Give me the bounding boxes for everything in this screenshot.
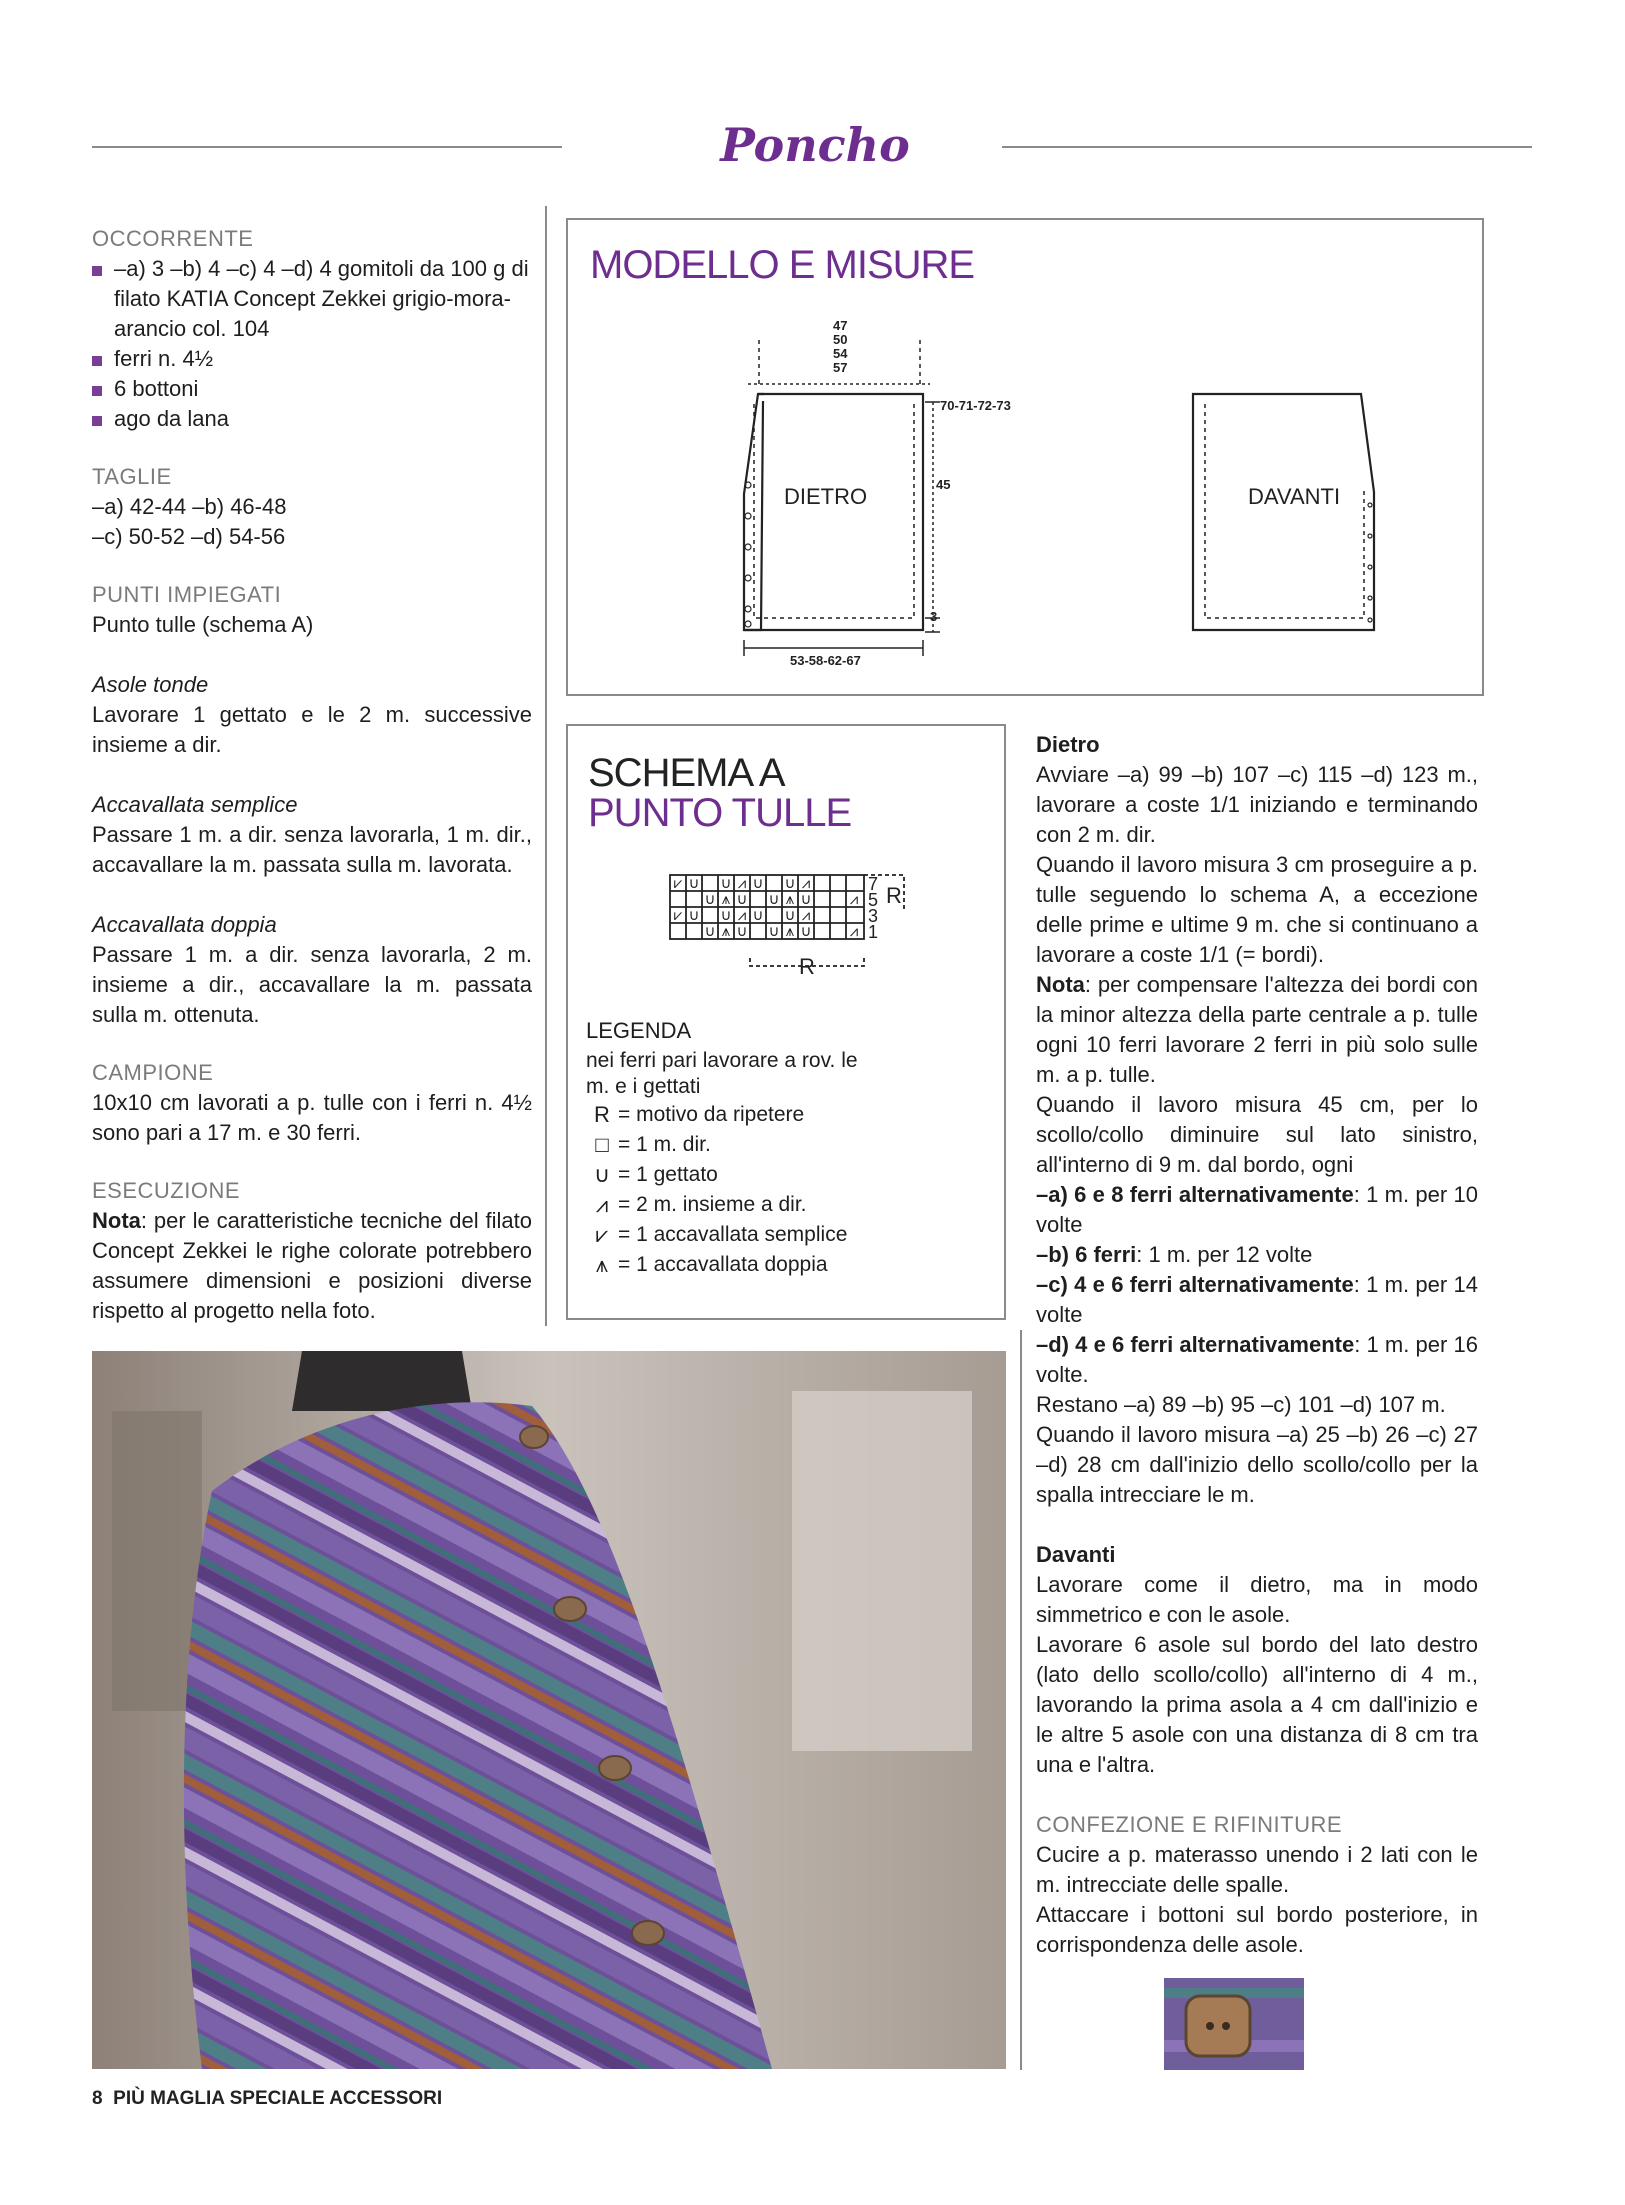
svg-text:∪: ∪ [736,922,748,940]
row-number: 7 [868,874,879,894]
accav-semplice-title: Accavallata semplice [92,792,298,817]
svg-text:∪: ∪ [768,890,780,908]
svg-text:∪: ∪ [752,906,764,924]
legenda [586,1018,986,1280]
header-rule-right [1002,146,1532,148]
svg-text:∪: ∪ [784,906,796,924]
legenda-note: nei ferri pari lavorare a rov. le m. e i gettati [586,1049,858,1098]
size-c-instructions: –c) 4 e 6 ferri alternativamente: 1 m. per 14 volte [1036,1272,1478,1327]
row-number: 1 [868,922,879,942]
button-detail-photo [1164,1978,1304,2070]
k2tog-icon: ⩘ [595,1192,609,1217]
dietro-p5: Quando il lavoro misura –a) 25 –b) 26 –c) 27 –d) 28 cm dall'inizio dello scollo/collo per la spalla intrecciare le m. [1036,1422,1478,1507]
svg-text:⩗: ⩗ [673,906,683,924]
repeat-label: R [886,883,902,908]
legend-item: R = motivo da ripetere [586,1100,986,1130]
header-rule-left [92,146,562,148]
svg-text:∪: ∪ [736,890,748,908]
confezione-heading: CONFEZIONE E RIFINITURE [1036,1812,1343,1837]
occorrente-heading: OCCORRENTE [92,226,254,251]
svg-text:⩚: ⩚ [785,922,795,940]
list-item: ago da lana [92,404,532,434]
poncho-photo [92,1351,1006,2069]
modello-title: MODELLO E MISURE [590,243,975,287]
punti-heading: PUNTI IMPIEGATI [92,582,282,607]
dietro-p4: Restano –a) 89 –b) 95 –c) 101 –d) 107 m. [1036,1392,1446,1417]
legend-item: ∪ = 1 gettato [586,1160,986,1190]
dietro-heading: Dietro [1036,732,1100,757]
dietro-label: DIETRO [784,484,868,509]
svg-text:∪: ∪ [688,874,700,892]
punti-text: Punto tulle (schema A) [92,612,314,637]
taglie-heading: TAGLIE [92,464,172,489]
list-item: 6 bottoni [92,374,532,404]
svg-text:⩚: ⩚ [785,890,795,908]
stitch-chart [664,870,924,990]
width-label: 53-58-62-67 [790,653,861,668]
legend-item: ⩗ = 1 accavallata semplice [586,1220,986,1250]
schema-title: SCHEMA A [588,751,785,795]
confezione-p2: Attaccare i bottoni sul bordo posteriore, in corrispondenza delle asole. [1036,1902,1478,1957]
svg-text:⩘: ⩘ [849,922,859,940]
row-number: 3 [868,906,879,926]
square-icon: □ [595,1132,609,1157]
dietro-p3: Quando il lavoro misura 45 cm, per lo scollo/collo diminuire sul lato sinistro, all'interno di 9 m. dal bordo, ogni [1036,1092,1478,1177]
svg-text:∪: ∪ [720,906,732,924]
davanti-p1: Lavorare come il dietro, ma in modo simmetrico e con le asole. [1036,1572,1478,1627]
asole-text: Lavorare 1 gettato e le 2 m. successive insieme a dir. [92,702,532,757]
repeat-icon: R [594,1102,610,1127]
legend-item: ⩘ = 2 m. insieme a dir. [586,1190,986,1220]
size-d-instructions: –d) 4 e 6 ferri alternativamente: 1 m. per 16 volte. [1036,1332,1478,1387]
modello-box [566,218,1484,696]
top-size-label: 47 [833,318,848,333]
height-bottom-label: 3 [930,609,938,624]
dietro-inner [754,404,914,618]
taglie-line: –a) 42-44 –b) 46-48 [92,494,287,519]
dietro-p2: Quando il lavoro misura 3 cm proseguire a p. tulle seguendo lo schema A, a eccezione delle prime e ultime 9 m. che si continuano a lavorare a coste 1/1 (= bordi). [1036,852,1478,967]
campione-text: 10x10 cm lavorati a p. tulle con i ferri n. 4½ sono pari a 17 m. e 30 ferri. [92,1090,532,1145]
top-size-label: 57 [833,360,848,375]
height-mid-label: 45 [936,477,951,492]
magazine-name: PIÙ MAGLIA SPECIALE ACCESSORI [113,2088,443,2109]
esecuzione-heading: ESECUZIONE [92,1178,241,1203]
dietro-p1: Avviare –a) 99 –b) 107 –c) 115 –d) 123 m., lavorare a coste 1/1 iniziando e terminando con 2 m. dir. [1036,762,1478,847]
svg-text:⩘: ⩘ [737,874,747,892]
svg-text:∪: ∪ [720,874,732,892]
svg-text:⩚: ⩚ [721,890,731,908]
top-size-label: 54 [833,346,848,361]
schema-subtitle: PUNTO TULLE [588,791,852,835]
list-item: ferri n. 4½ [92,344,532,374]
dietro-outline [744,394,923,630]
svg-text:⩘: ⩘ [849,890,859,908]
top-size-label: 50 [833,332,848,347]
campione-heading: CAMPIONE [92,1060,214,1085]
svg-text:∪: ∪ [704,890,716,908]
legend-item: □ = 1 m. dir. [586,1130,986,1160]
svg-text:⩘: ⩘ [801,874,811,892]
accav-doppia-title: Accavallata doppia [92,912,277,937]
bullet-icon [92,356,102,366]
list-item: –a) 3 –b) 4 –c) 4 –d) 4 gomitoli da 100 g di filato KATIA Concept Zekkei grigio-mora-arancio col. 104 [92,254,532,344]
svg-text:∪: ∪ [800,890,812,908]
accav-semplice-text: Passare 1 m. a dir. senza lavorarla, 1 m. dir., accavallare la m. passata sulla m. lavorata. [92,822,532,877]
bullet-icon [92,386,102,396]
repeat-label-bottom: R [799,954,815,979]
schema-box [566,724,1006,1320]
davanti-label: DAVANTI [1248,484,1341,509]
svg-text:⩘: ⩘ [737,906,747,924]
svg-text:∪: ∪ [768,922,780,940]
yarn-over-icon: ∪ [593,1162,611,1187]
svg-text:⩚: ⩚ [721,922,731,940]
svg-text:∪: ∪ [688,906,700,924]
davanti-heading: Davanti [1036,1542,1116,1567]
height-total-label: 70-71-72-73 [940,398,1011,413]
svg-text:⩗: ⩗ [673,874,683,892]
bullet-icon [92,416,102,426]
right-column [1036,730,1478,1960]
svg-text:∪: ∪ [752,874,764,892]
size-b-instructions: –b) 6 ferri: 1 m. per 12 volte [1036,1242,1313,1267]
page-title: Poncho [720,118,910,172]
photo-divider [1020,1330,1022,2070]
legend-item: ⩚ = 1 accavallata doppia [586,1250,986,1280]
accav-doppia-text: Passare 1 m. a dir. senza lavorarla, 2 m. insieme a dir., accavallare la m. passata sulla m. ottenuta. [92,942,532,1027]
esecuzione-text: Nota: per le caratteristiche tecniche del filato Concept Zekkei le righe colorate potrebbero assumere dimensioni e posizioni diverse rispetto al progetto nella foto. [92,1208,532,1323]
schematic-diagram [568,220,1482,694]
davanti-p2: Lavorare 6 asole sul bordo del lato destro (lato dello scollo/collo) all'interno di 4 m., lavorando la prima asola a 4 cm dall'inizio e le altre 5 asole con una distanza di 8 cm tra una e l'altra. [1036,1632,1478,1777]
page-number: 8 [92,2088,103,2109]
svg-text:⩘: ⩘ [801,906,811,924]
dietro-nota: Nota: per compensare l'altezza dei bordi con la minor altezza della parte centrale a p. tulle ogni 10 ferri lavorare 2 ferri in più solo sulle m. a p. tulle. [1036,972,1478,1087]
left-column [92,224,532,1326]
skp-icon: ⩗ [595,1222,609,1247]
davanti-inner [1205,404,1364,618]
button-icon [1186,1996,1250,2056]
legenda-title: LEGENDA [586,1018,692,1043]
double-decrease-icon: ⩚ [595,1252,609,1277]
asole-title: Asole tonde [92,672,209,697]
size-a-instructions: –a) 6 e 8 ferri alternativamente: 1 m. per 10 volte [1036,1182,1478,1237]
bullet-icon [92,266,102,276]
davanti-outline [1193,394,1374,630]
svg-text:∪: ∪ [784,874,796,892]
footer [92,2088,442,2110]
confezione-p1: Cucire a p. materasso unendo i 2 lati con le m. intrecciate delle spalle. [1036,1842,1478,1897]
row-number: 5 [868,890,879,910]
svg-text:∪: ∪ [800,922,812,940]
column-divider [545,206,547,1326]
taglie-line: –c) 50-52 –d) 54-56 [92,524,286,549]
svg-text:∪: ∪ [704,922,716,940]
